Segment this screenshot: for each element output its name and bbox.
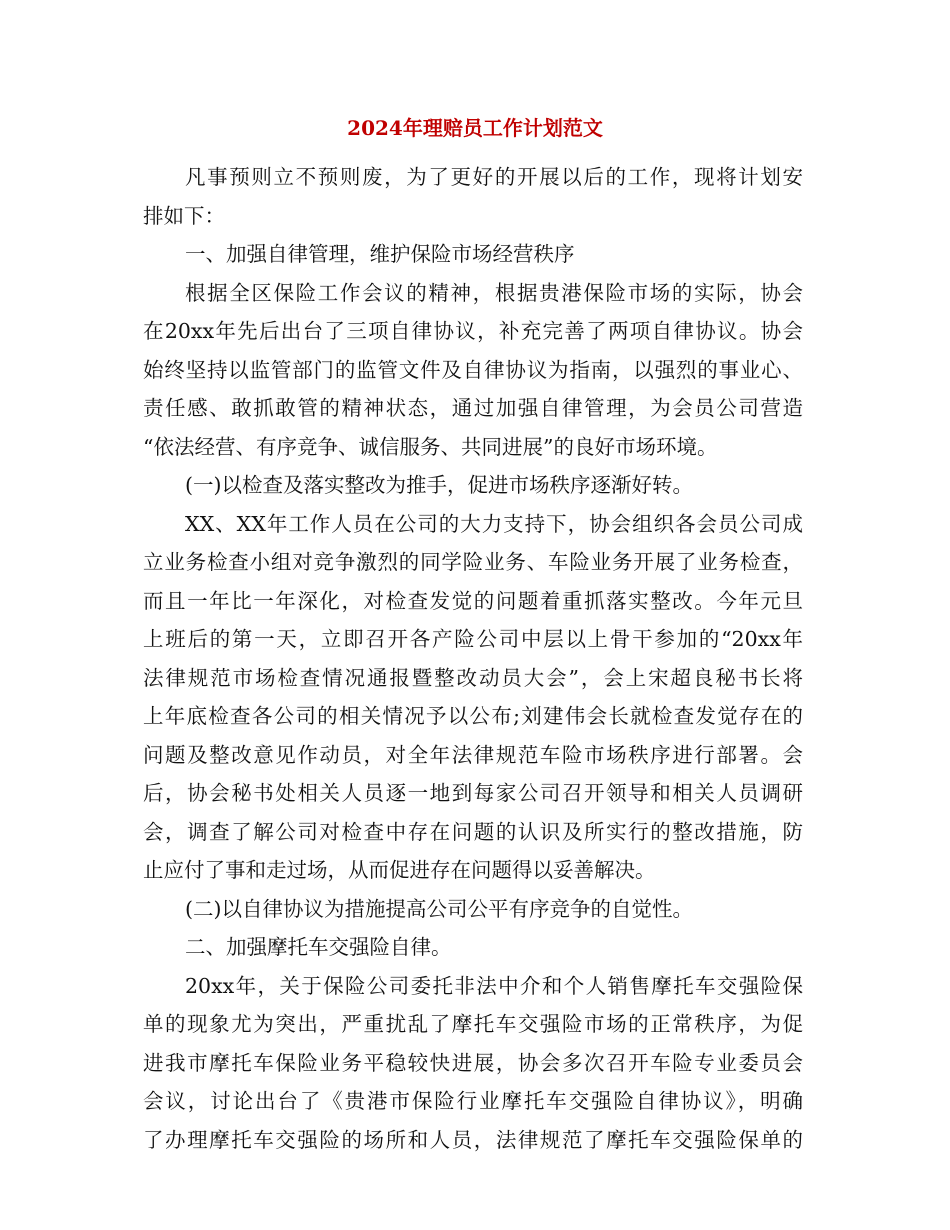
paragraph-line: 上年底检查各公司的相关情况予以公布;刘建伟会长就检查发觉存在的 [143,704,803,728]
paragraph-line: 一、加强自律管理，维护保险市场经营秩序 [185,242,575,266]
paragraph-line: 上班后的第一天，立即召开各产险公司中层以上骨干参加的“20xx年 [143,627,803,651]
paragraph-line: 责任感、敢抓敢管的精神状态，通过加强自律管理，为会员公司营造 [143,396,803,420]
paragraph-line: “依法经营、有序竞争、诚信服务、共同进展”的良好市场环境。 [143,434,718,459]
paragraph-line: 立业务检查小组对竞争激烈的同学险业务、车险业务开展了业务检查， [143,550,803,574]
paragraph-line: 了办理摩托车交强险的场所和人员，法律规范了摩托车交强险保单的 [143,1127,803,1152]
paragraph-line: 单的现象尤为突出，严重扰乱了摩托车交强险市场的正常秩序，为促 [143,1012,803,1036]
paragraph-line: 进我市摩托车保险业务平稳较快进展，协会多次召开车险专业委员会 [143,1050,803,1075]
document-title: 2024年理赔员工作计划范文 [347,116,603,140]
paragraph-line: 排如下： [143,203,225,228]
paragraph-line: XX、XX年工作人员在公司的大力支持下，协会组织各会员公司成 [185,511,803,536]
document-body [143,158,803,1159]
paragraph-line: 会议，讨论出台了《贵港市保险行业摩托车交强险自律协议》，明确 [143,1089,803,1113]
paragraph-line: 在20xx年先后出台了三项自律协议，补充完善了两项自律协议。协会 [143,319,803,343]
paragraph-line: 后，协会秘书处相关人员逐一地到每家公司召开领导和相关人员调研 [143,781,803,805]
paragraph-line: 问题及整改意见作动员，对全年法律规范车险市场秩序进行部署。会 [143,742,803,767]
paragraph-line: 二、加强摩托车交强险自律。 [185,935,452,959]
paragraph-line: (一)以检查及落实整改为推手，促进市场秩序逐渐好转。 [185,473,693,497]
paragraph-line: 而且一年比一年深化，对检查发觉的问题着重抓落实整改。今年元旦 [143,588,803,613]
paragraph-line: 凡事预则立不预则废，为了更好的开展以后的工作，现将计划安 [185,165,803,189]
paragraph-line: (二)以自律协议为措施提高公司公平有序竞争的自觉性。 [185,896,693,921]
paragraph-line: 始终坚持以监管部门的监管文件及自律协议为指南，以强烈的事业心、 [143,357,803,382]
paragraph-line: 会，调查了解公司对检查中存在问题的认识及所实行的整改措施，防 [143,819,803,844]
paragraph-line: 20xx年，关于保险公司委托非法中介和个人销售摩托车交强险保 [185,973,803,998]
paragraph-line: 根据全区保险工作会议的精神，根据贵港保险市场的实际，协会 [185,280,803,305]
paragraph-line: 止应付了事和走过场，从而促进存在问题得以妥善解决。 [143,858,656,882]
paragraph-line: 法律规范市场检查情况通报暨整改动员大会”，会上宋超良秘书长将 [143,665,803,690]
